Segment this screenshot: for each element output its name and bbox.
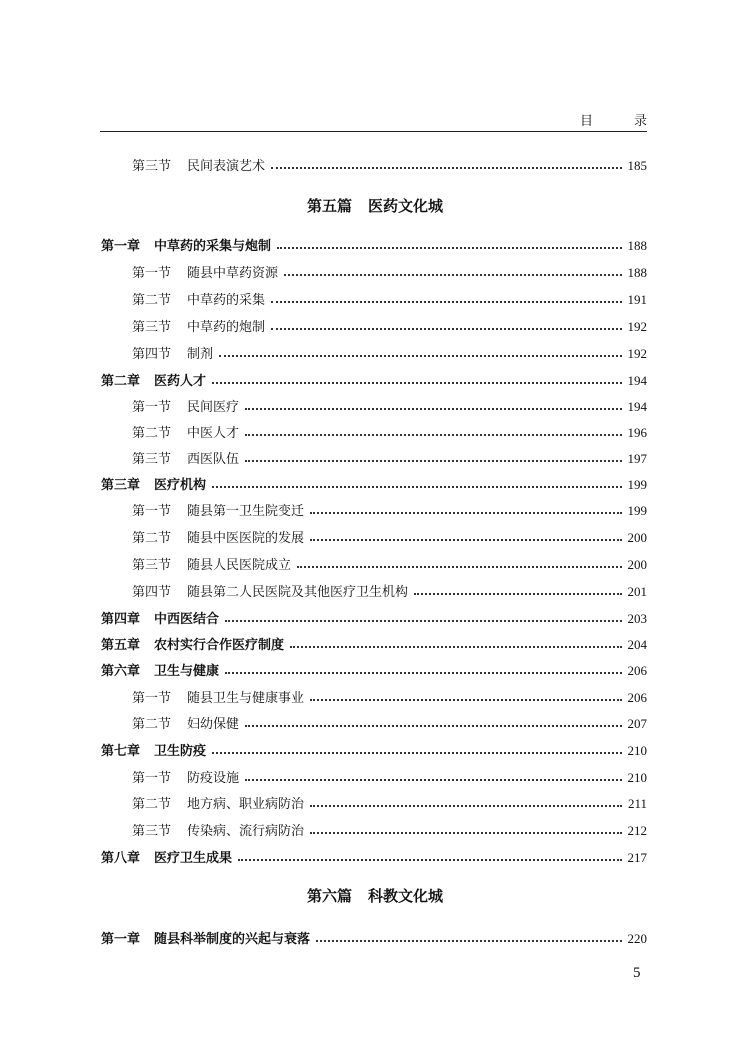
dot-leader xyxy=(212,752,621,754)
toc-chapter-entry[interactable] xyxy=(101,471,647,493)
entry-page-number: 212 xyxy=(627,823,647,838)
entry-page-number: 203 xyxy=(627,611,647,626)
entry-title: 农村实行合作医疗制度 xyxy=(154,638,285,653)
part-title: 医药文化城 xyxy=(368,197,444,215)
entry-title: 民间医疗 xyxy=(187,400,240,415)
dot-leader xyxy=(297,566,621,568)
entry-title: 中草药的采集 xyxy=(187,293,266,308)
entry-title: 中医人才 xyxy=(187,426,240,441)
entry-title: 随县第二人民医院及其他医疗卫生机构 xyxy=(187,585,409,600)
entry-number: 第六章 xyxy=(101,664,141,679)
entry-page-number: 194 xyxy=(627,399,647,414)
toc-section-entry[interactable] xyxy=(132,393,647,415)
part-number: 第五篇 xyxy=(306,197,352,215)
dot-leader xyxy=(212,382,621,384)
entry-title: 中草药的炮制 xyxy=(187,320,266,335)
toc-section-entry[interactable] xyxy=(132,551,647,573)
entry-page-number: 188 xyxy=(627,265,647,280)
dot-leader xyxy=(277,247,621,249)
entry-number: 第七章 xyxy=(101,744,141,759)
entry-page-number: 200 xyxy=(627,557,647,572)
dot-leader xyxy=(316,940,621,942)
entry-number: 第五章 xyxy=(101,638,141,653)
entry-page-number: 201 xyxy=(627,584,647,599)
toc-section-entry[interactable] xyxy=(132,340,647,362)
entry-number: 第一节 xyxy=(132,691,172,706)
entry-number: 第一节 xyxy=(132,400,172,415)
toc-section-entry[interactable] xyxy=(132,524,647,546)
dot-leader xyxy=(414,593,621,595)
entry-title: 传染病、流行病防治 xyxy=(187,824,305,839)
toc-chapter-entry[interactable] xyxy=(101,925,647,947)
part-heading xyxy=(0,885,750,906)
toc-chapter-entry[interactable] xyxy=(101,657,647,679)
entry-title: 随县卫生与健康事业 xyxy=(187,691,305,706)
entry-title: 随县中草药资源 xyxy=(187,266,279,281)
entry-title: 随县科举制度的兴起与衰落 xyxy=(154,932,311,947)
dot-leader xyxy=(310,699,621,701)
page-number: 5 xyxy=(633,965,641,981)
entry-number: 第一章 xyxy=(101,932,141,947)
entry-page-number: 210 xyxy=(627,743,647,758)
toc-section-entry[interactable] xyxy=(132,684,647,706)
entry-page-number: 206 xyxy=(627,663,647,678)
toc-section-entry[interactable] xyxy=(132,497,647,519)
entry-number: 第一节 xyxy=(132,266,172,281)
running-header xyxy=(100,110,661,130)
entry-number: 第二节 xyxy=(132,293,172,308)
entry-number: 第三节 xyxy=(132,159,172,174)
entry-number: 第三章 xyxy=(101,478,141,493)
entry-page-number: 199 xyxy=(627,503,647,518)
toc-chapter-entry[interactable] xyxy=(101,232,647,254)
entry-page-number: 192 xyxy=(627,319,647,334)
entry-page-number: 207 xyxy=(627,716,647,731)
toc-chapter-entry[interactable] xyxy=(101,605,647,627)
dot-leader xyxy=(245,725,621,727)
toc-section-entry[interactable] xyxy=(132,152,647,174)
entry-page-number: 200 xyxy=(627,530,647,545)
header-title: 目 录 xyxy=(579,114,661,129)
toc-section-entry[interactable] xyxy=(132,445,647,467)
dot-leader xyxy=(271,167,621,169)
dot-leader xyxy=(271,328,621,330)
entry-number: 第二章 xyxy=(101,374,141,389)
dot-leader xyxy=(310,539,621,541)
dot-leader xyxy=(225,672,621,674)
entry-title: 随县中医医院的发展 xyxy=(187,531,305,546)
toc-section-entry[interactable] xyxy=(132,764,647,786)
entry-number: 第一节 xyxy=(132,771,172,786)
toc-chapter-entry[interactable] xyxy=(101,737,647,759)
part-heading xyxy=(0,195,750,216)
toc-section-entry[interactable] xyxy=(132,710,647,732)
entry-page-number: 217 xyxy=(627,850,647,865)
entry-page-number: 199 xyxy=(627,477,647,492)
entry-title: 医疗卫生成果 xyxy=(154,851,233,866)
entry-page-number: 204 xyxy=(627,637,647,652)
entry-title: 卫生与健康 xyxy=(154,664,220,679)
entry-title: 防疫设施 xyxy=(187,771,240,786)
dot-leader xyxy=(219,355,621,357)
dot-leader xyxy=(290,646,621,648)
entry-page-number: 188 xyxy=(627,238,647,253)
entry-number: 第一节 xyxy=(132,504,172,519)
dot-leader xyxy=(245,779,621,781)
entry-number: 第一章 xyxy=(101,239,141,254)
dot-leader xyxy=(245,460,621,462)
dot-leader xyxy=(310,832,621,834)
dot-leader xyxy=(284,274,621,276)
entry-number: 第三节 xyxy=(132,824,172,839)
entry-title: 妇幼保健 xyxy=(187,717,240,732)
entry-page-number: 211 xyxy=(627,796,647,811)
entry-page-number: 196 xyxy=(627,425,647,440)
entry-title: 制剂 xyxy=(187,347,214,362)
toc-section-entry[interactable] xyxy=(132,419,647,441)
entry-number: 第八章 xyxy=(101,851,141,866)
part-number: 第六篇 xyxy=(306,887,352,905)
entry-title: 中西医结合 xyxy=(154,612,220,627)
entry-title: 地方病、职业病防治 xyxy=(187,797,305,812)
toc-section-entry[interactable] xyxy=(132,259,647,281)
entry-number: 第四章 xyxy=(101,612,141,627)
toc-section-entry[interactable] xyxy=(132,790,647,812)
toc-section-entry[interactable] xyxy=(132,817,647,839)
entry-title: 随县人民医院成立 xyxy=(187,558,292,573)
entry-number: 第二节 xyxy=(132,426,172,441)
entry-number: 第三节 xyxy=(132,452,172,467)
entry-title: 民间表演艺术 xyxy=(187,159,266,174)
entry-page-number: 191 xyxy=(627,292,647,307)
entry-title: 中草药的采集与炮制 xyxy=(154,239,272,254)
toc-chapter-entry[interactable] xyxy=(101,367,647,389)
entry-page-number: 220 xyxy=(627,931,647,946)
dot-leader xyxy=(310,805,622,807)
dot-leader xyxy=(310,512,621,514)
toc-chapter-entry[interactable] xyxy=(101,631,647,653)
toc-section-entry[interactable] xyxy=(132,286,647,308)
dot-leader xyxy=(225,620,621,622)
entry-number: 第二节 xyxy=(132,797,172,812)
entry-page-number: 192 xyxy=(627,346,647,361)
entry-title: 卫生防疫 xyxy=(154,744,207,759)
entry-page-number: 210 xyxy=(627,770,647,785)
entry-page-number: 197 xyxy=(627,451,647,466)
toc-section-entry[interactable] xyxy=(132,578,647,600)
entry-title: 西医队伍 xyxy=(187,452,240,467)
toc-chapter-entry[interactable] xyxy=(101,844,647,866)
entry-number: 第二节 xyxy=(132,717,172,732)
dot-leader xyxy=(245,408,621,410)
header-rule xyxy=(100,131,647,132)
toc-section-entry[interactable] xyxy=(132,313,647,335)
dot-leader xyxy=(271,301,621,303)
entry-number: 第四节 xyxy=(132,585,172,600)
entry-number: 第三节 xyxy=(132,558,172,573)
entry-title: 医疗机构 xyxy=(154,478,207,493)
entry-title: 医药人才 xyxy=(154,374,207,389)
dot-leader xyxy=(212,486,621,488)
dot-leader xyxy=(238,859,621,861)
part-title: 科教文化城 xyxy=(368,887,444,905)
entry-page-number: 206 xyxy=(627,690,647,705)
entry-title: 随县第一卫生院变迁 xyxy=(187,504,305,519)
entry-number: 第二节 xyxy=(132,531,172,546)
entry-page-number: 194 xyxy=(627,373,647,388)
entry-number: 第三节 xyxy=(132,320,172,335)
dot-leader xyxy=(245,434,621,436)
entry-number: 第四节 xyxy=(132,347,172,362)
entry-page-number: 185 xyxy=(627,158,647,173)
